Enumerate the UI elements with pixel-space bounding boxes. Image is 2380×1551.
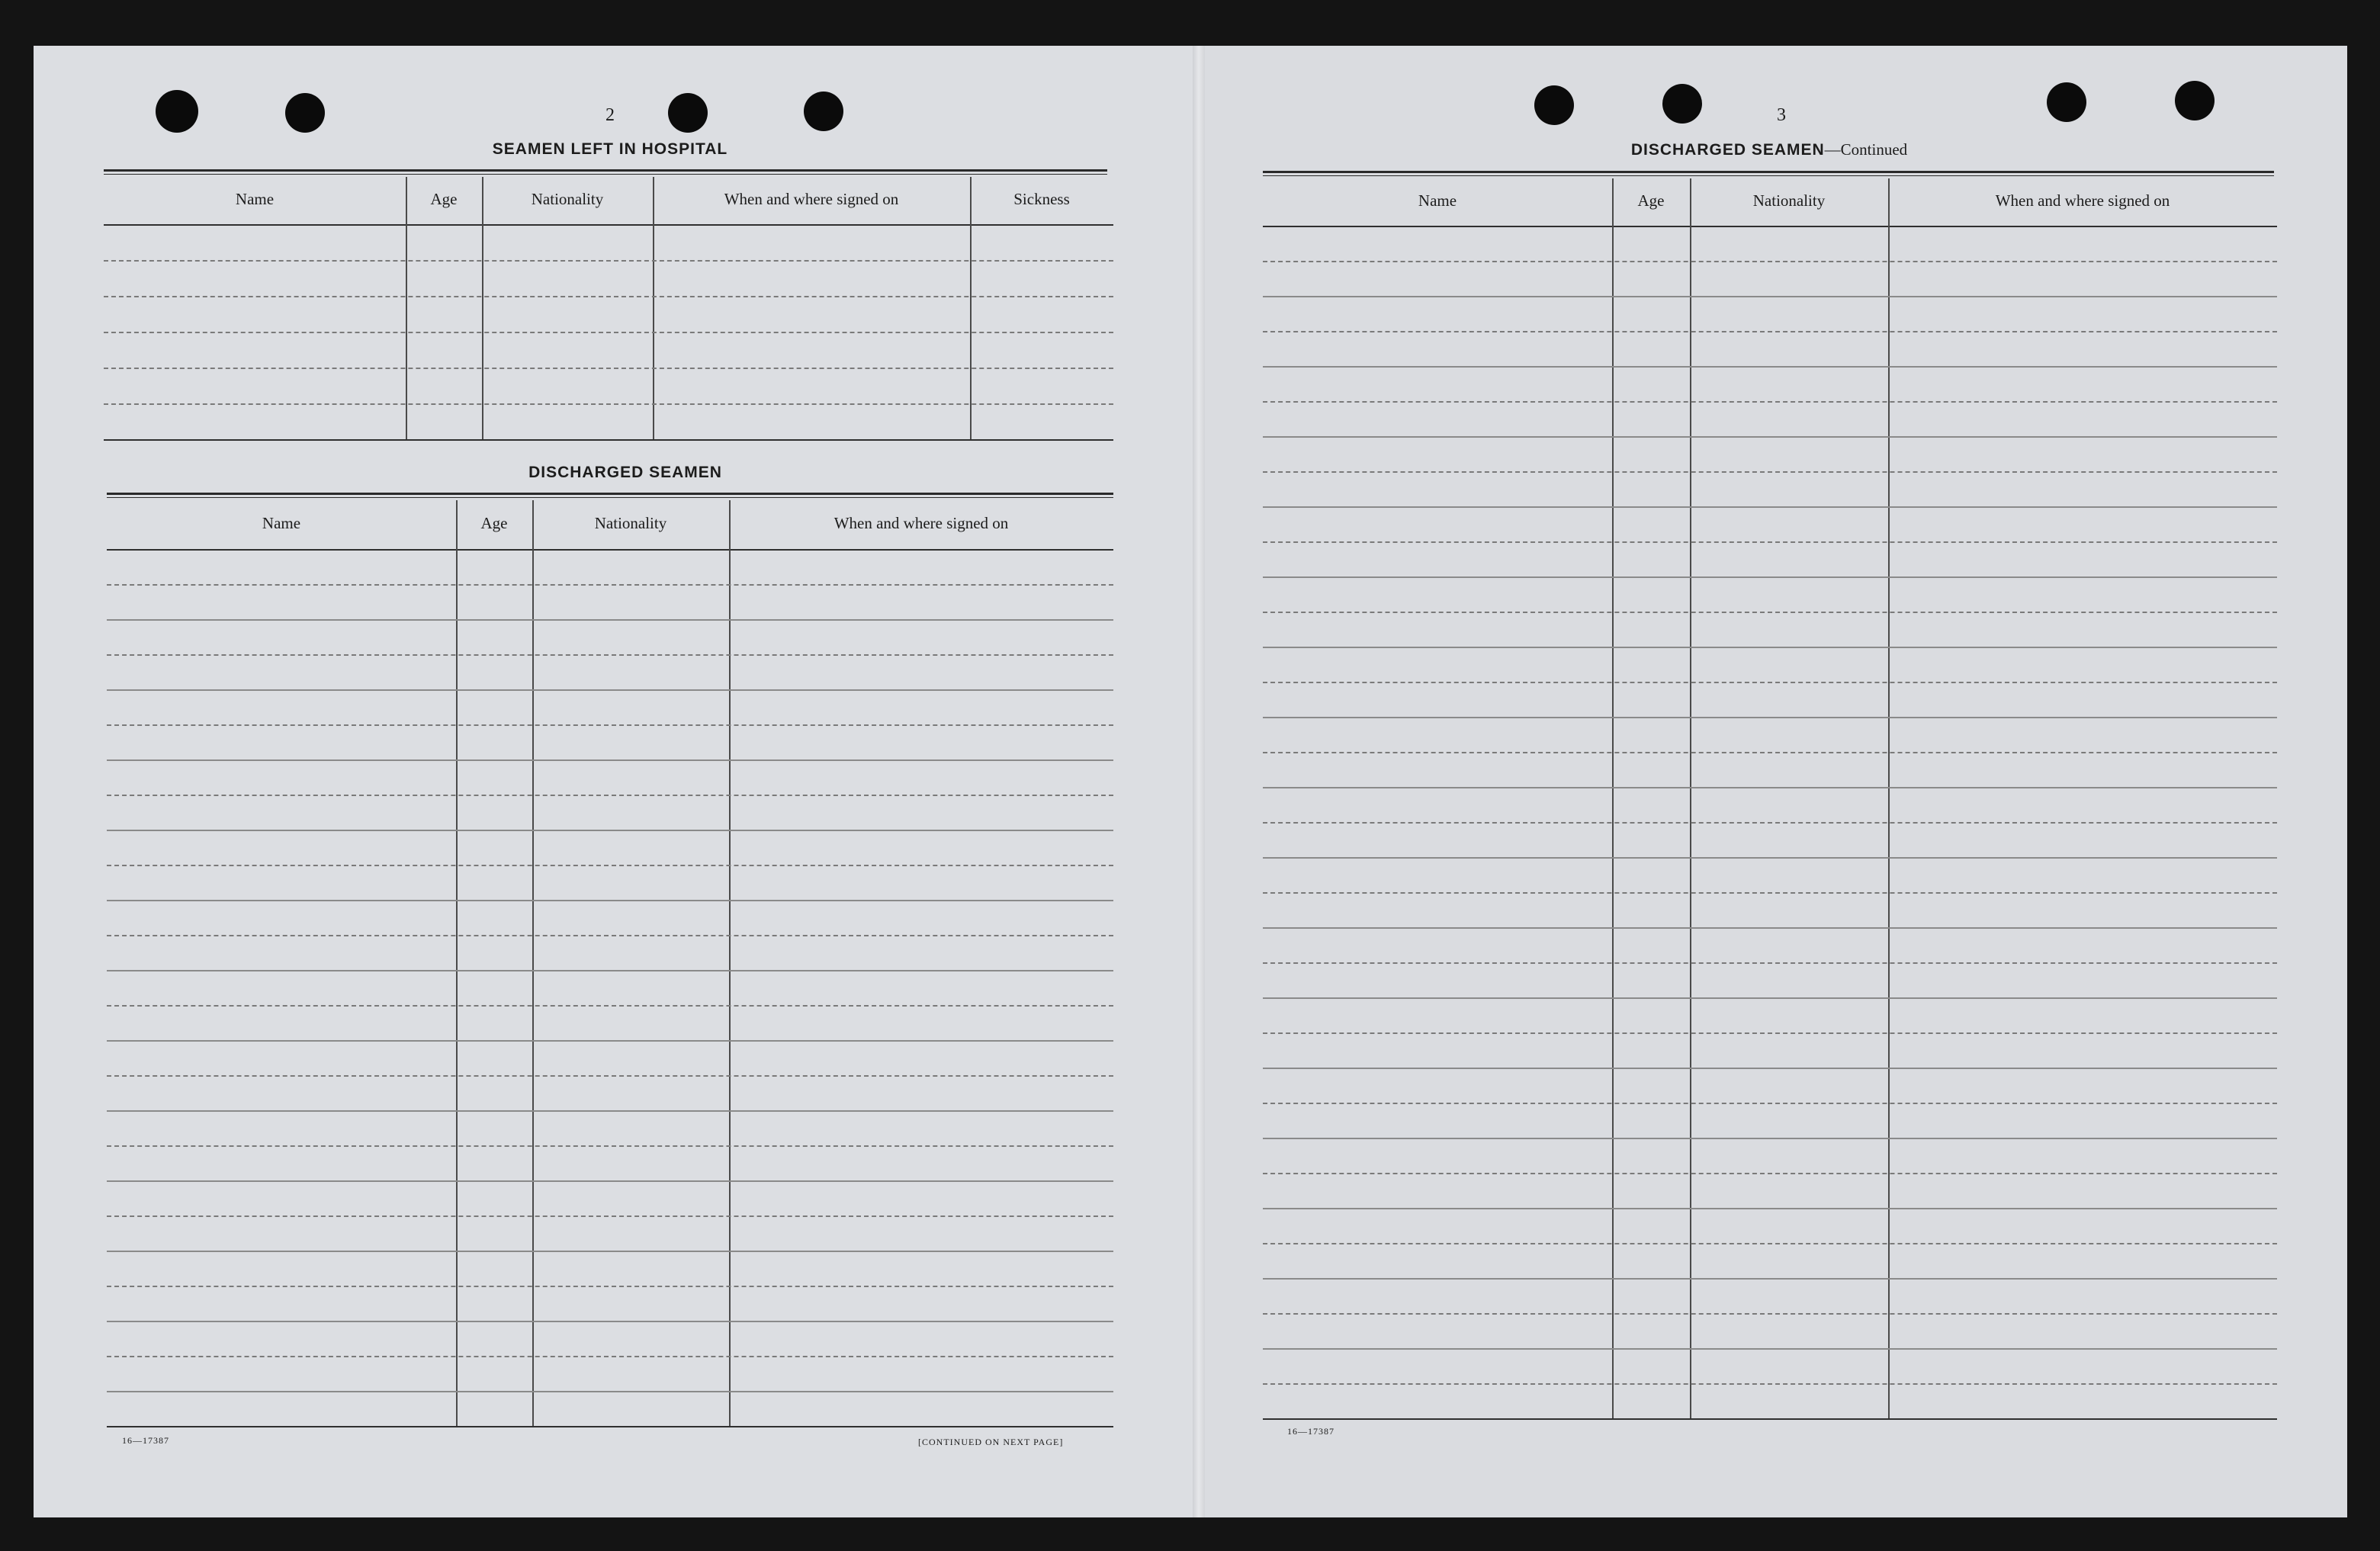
table-row [104,403,1113,405]
table-row [1263,927,2277,929]
table-row [1263,506,2277,508]
table-row [1263,261,2277,262]
table-row [1263,612,2277,613]
left-page [34,46,1199,1517]
discharged-section-title: DISCHARGED SEAMEN [528,464,722,481]
column-header: Age [1637,191,1665,210]
table-row [107,1180,1113,1182]
column-header: Nationality [531,190,604,208]
title-rule [1263,171,2274,176]
table-row [1263,366,2277,368]
table-row [104,439,1113,441]
table-row [107,795,1113,796]
table-row [1263,892,2277,894]
column-header: Age [430,190,458,208]
table-row [1263,1243,2277,1244]
table-row [1263,296,2277,297]
column-header: When and where signed on [1995,191,2170,210]
table-row [1263,1068,2277,1069]
column-header: When and where signed on [724,190,899,208]
title-rule [107,493,1113,498]
table-row [107,1356,1113,1357]
table-row [1263,1138,2277,1139]
table-row [1263,1173,2277,1174]
table-row [107,1145,1113,1147]
title-rule [104,169,1107,175]
column-divider [406,177,407,439]
column-header: Nationality [594,514,667,532]
table-row [107,830,1113,831]
table-row [1263,1208,2277,1209]
table-row [107,654,1113,656]
form-number: 16—17387 [122,1435,169,1446]
page-number: 3 [1777,105,1786,125]
column-header: Name [1418,191,1457,210]
table-row [107,1286,1113,1287]
table-row [107,619,1113,621]
table-row [1263,822,2277,824]
title-main: DISCHARGED SEAMEN [1630,141,1825,159]
table-row [107,970,1113,971]
table-row [104,332,1113,333]
column-divider [1612,178,1614,1418]
table-row [107,900,1113,901]
table-row [107,1075,1113,1077]
punch-hole [2175,81,2215,120]
punch-hole [2047,82,2086,122]
hospital-section-title: SEAMEN LEFT IN HOSPITAL [492,140,728,158]
table-row [1263,1313,2277,1315]
title-suffix: —Continued [1824,140,1908,159]
header-rule [107,549,1113,551]
table-row [1263,682,2277,683]
column-header: Nationality [1752,191,1826,210]
table-row [1263,471,2277,473]
punch-hole [1534,85,1574,125]
continued-section-title [1540,140,1998,159]
table-row [1263,717,2277,718]
table-row [1263,857,2277,859]
table-row [1263,962,2277,964]
column-divider [970,177,972,439]
column-header: When and where signed on [833,514,1009,532]
form-number: 16—17387 [1287,1426,1335,1437]
table-row [107,1321,1113,1322]
table-row [107,584,1113,586]
table-row [107,1251,1113,1252]
table-row [1263,647,2277,648]
continued-note: [CONTINUED ON NEXT PAGE] [918,1437,1064,1447]
column-header: Name [235,190,275,208]
table-row [1263,541,2277,543]
table-row [1263,1418,2277,1420]
table-row [107,865,1113,866]
punch-hole [804,92,843,131]
column-divider [1690,178,1691,1418]
column-divider [482,177,483,439]
column-divider [653,177,654,439]
punch-hole [156,90,198,133]
table-row [1263,997,2277,999]
header-rule [104,224,1113,226]
page-number: 2 [605,105,615,125]
column-divider [1888,178,1890,1418]
table-row [107,759,1113,761]
table-row [1263,436,2277,438]
table-row [1263,1103,2277,1104]
table-row [104,296,1113,297]
table-row [1263,787,2277,788]
column-header: Sickness [1013,190,1070,208]
table-row [1263,1278,2277,1280]
table-row [107,1215,1113,1217]
header-rule [1263,226,2277,227]
table-row [107,1391,1113,1392]
table-row [1263,331,2277,332]
punch-hole [668,93,708,133]
table-row [1263,576,2277,578]
table-row [1263,1348,2277,1350]
table-row [107,1110,1113,1112]
table-row [107,724,1113,726]
column-header: Age [480,514,508,532]
column-header: Name [262,514,301,532]
table-row [107,1040,1113,1042]
table-row [104,368,1113,369]
table-row [1263,1383,2277,1385]
punch-hole [1662,84,1702,124]
table-row [1263,752,2277,753]
table-row [107,1426,1113,1427]
table-row [107,689,1113,691]
right-page [1199,46,2347,1517]
table-row [1263,401,2277,403]
book-gutter [1193,46,1205,1517]
table-row [107,935,1113,936]
punch-hole [285,93,325,133]
table-row [107,1005,1113,1007]
table-row [1263,1032,2277,1034]
table-row [104,260,1113,262]
